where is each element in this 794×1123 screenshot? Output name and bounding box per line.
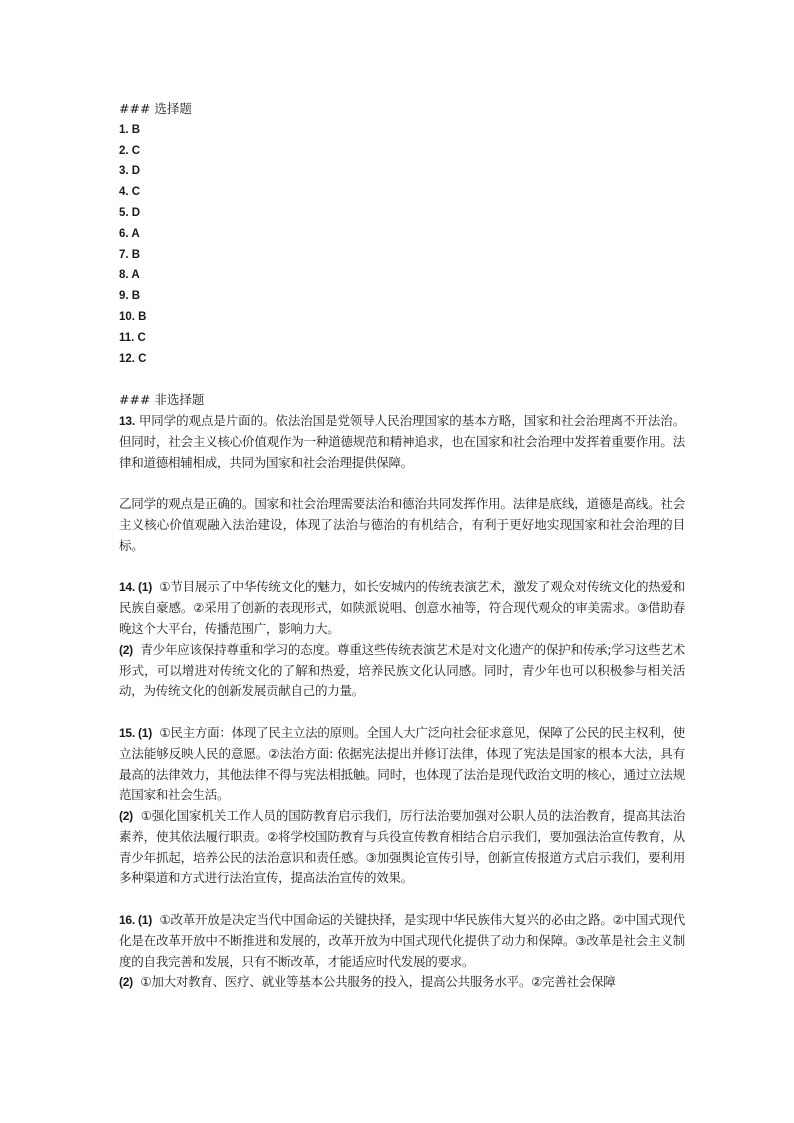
q15-part-1 bbox=[119, 723, 685, 806]
mc-answer: 12. C bbox=[119, 352, 147, 365]
question-14 bbox=[119, 577, 685, 702]
mc-answer: 7. B bbox=[119, 248, 141, 261]
q16-part-1 bbox=[119, 910, 685, 972]
q15-part-2 bbox=[119, 806, 685, 889]
question-13-continued bbox=[119, 494, 685, 556]
q16-text-2: ①加大对教育、医疗、就业等基本公共服务的投入，提高公共服务水平。②完善社会保障 bbox=[140, 974, 616, 990]
q16-part-2 bbox=[119, 972, 685, 993]
mc-answer: 4. C bbox=[119, 186, 141, 199]
mc-answer: 8. A bbox=[119, 269, 140, 282]
mc-answer: 3. D bbox=[119, 165, 141, 178]
essay-section-heading: ### 非选择题 bbox=[119, 392, 205, 408]
q14-number: 14. (1) bbox=[119, 580, 152, 595]
q14-text-2: 青少年应该保持尊重和学习的态度。尊重这些传统表演艺术是对文化遗产的保护和传承;学习这些艺术形式，可以增进对传统文化的了解和热爱，培养民族文化认同感。同时，青少年也可以积极参与相关活动，为传统文化的创新发展贡献自己的力量。 bbox=[119, 641, 686, 699]
mc-answer: 5. D bbox=[119, 206, 141, 219]
q15-subnumber: (2) bbox=[119, 809, 133, 824]
question-15 bbox=[119, 723, 685, 889]
mc-section-heading: ### 选择题 bbox=[119, 101, 192, 116]
mc-answer: 10. B bbox=[119, 310, 147, 323]
q15-text-2: ①强化国家机关工作人员的国防教育启示我们，厉行法治要加强对公职人员的法治教育，提高其法治素养，使其依法履行职责。②将学校国防教育与兵役宣传教育相结合启示我们，要加强法治宣传教育，从青少年抓起，培养公民的法治意识和责任感。③加强舆论宣传引导，创新宣传报道方式启示我们，要利用多种渠道和方式进行法治宣传，提高法治宣传的效果。 bbox=[119, 808, 685, 886]
q16-number: 16. (1) bbox=[119, 913, 152, 928]
q16-text-1: ①改革开放是决定当代中国命运的关键抉择，是实现中华民族伟大复兴的必由之路。②中国式现代化是在改革开放中不断推进和发展的，改革开放为中国式现代化提供了动力和保障。③改革是社会主义制度的自我完善和发展，只有不断改革，才能适应时代发展的要求。 bbox=[119, 912, 685, 969]
q15-text-1: ①民主方面：体现了民主立法的原则。全国人大广泛向社会征求意见，保障了公民的民主权利，使立法能够反映人民的意愿。②法治方面: 依据宪法提出并修订法律，体现了宪法是国家的根本大法，具有最高的法律效力，其他法律不得与宪法相抵触。同时，也体现了法治是现代政治文明的核心，通过立法规范国家和社会生活。 bbox=[119, 724, 685, 803]
q13-answer-paragraph-1 bbox=[119, 411, 685, 473]
spacer bbox=[119, 369, 685, 390]
mc-answer: 2. C bbox=[119, 144, 141, 157]
question-13 bbox=[119, 411, 685, 473]
q15-number: 15. (1) bbox=[119, 725, 152, 740]
mc-answer: 11. C bbox=[119, 331, 146, 344]
answer-document bbox=[119, 99, 685, 993]
mc-answer: 1. B bbox=[119, 123, 141, 136]
q14-part-1 bbox=[119, 577, 685, 639]
question-16 bbox=[119, 910, 685, 993]
q14-subnumber: (2) bbox=[119, 642, 133, 657]
q13-number: 13. bbox=[119, 413, 135, 428]
q14-part-2 bbox=[119, 640, 685, 702]
mc-answer-list bbox=[119, 120, 685, 370]
q13-text-1: 甲同学的观点是片面的。依法治国是党领导人民治理国家的基本方略，国家和社会治理离不开法治。但同时，社会主义核心价值观作为一种道德规范和精神追求，也在国家和社会治理中发挥着重要作用。法律和道德相辅相成，共同为国家和社会治理提供保障。 bbox=[119, 412, 685, 470]
mc-answer: 9. B bbox=[119, 290, 141, 303]
q13-answer-paragraph-2: 乙同学的观点是正确的。国家和社会治理需要法治和德治共同发挥作用。法律是底线，道德是高线。社会主义核心价值观融入法治建设，体现了法治与德治的有机结合，有利于更好地实现国家和社会治理的目标。 bbox=[119, 496, 685, 553]
mc-answer: 6. A bbox=[119, 227, 140, 240]
q16-subnumber: (2) bbox=[119, 975, 133, 990]
q14-text-1: ①节目展示了中华传统文化的魅力，如长安城内的传统表演艺术，激发了观众对传统文化的热爱和民族自豪感。②采用了创新的表现形式，如陕派说唱、创意水袖等，符合现代观众的审美需求。③借助春晚这个大平台，传播范围广，影响力大。 bbox=[119, 579, 685, 636]
